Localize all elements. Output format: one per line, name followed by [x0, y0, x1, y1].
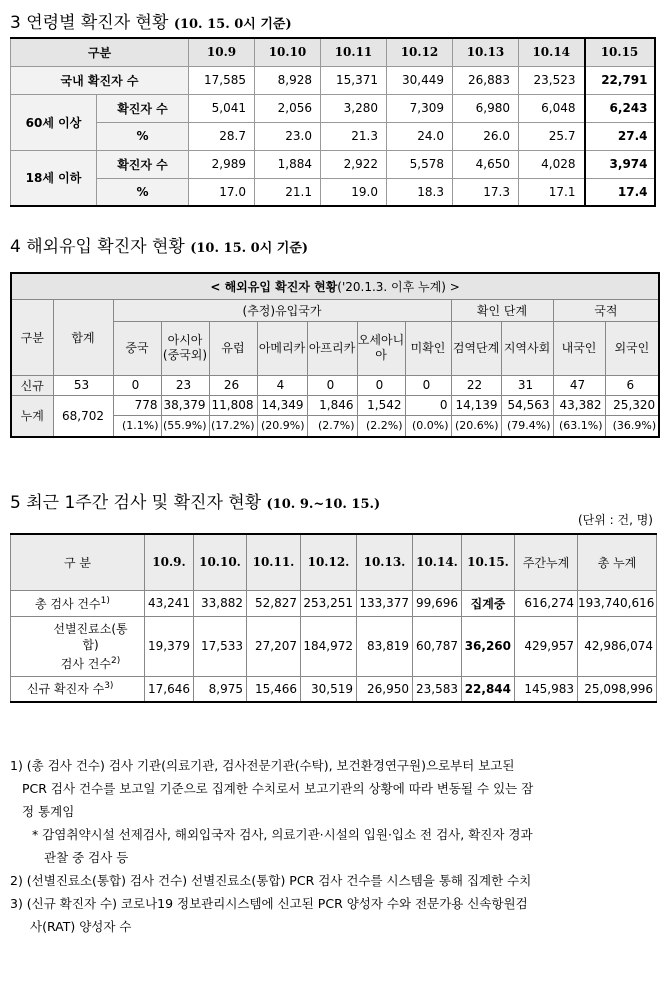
footnote-1-star-cont: 관찰 중 검사 등	[44, 850, 129, 865]
table-title: < 해외유입 확진자 현황('20.1.3. 이후 누계) >	[11, 273, 659, 299]
table-cell: 7,309	[387, 94, 453, 122]
section3-subtitle: (10. 15. 0시 기준)	[173, 17, 292, 32]
table-row	[11, 122, 655, 150]
section5-subtitle: (10. 9.~10. 15.)	[266, 497, 381, 512]
table-cell: 26,883	[453, 66, 519, 94]
row-label: %	[97, 178, 189, 206]
table-cell: 11,808	[209, 395, 257, 415]
table-cell: 22	[451, 375, 501, 395]
header-cell: 중국	[113, 321, 161, 375]
table-cell: 54,563	[501, 395, 553, 415]
table-row	[11, 616, 657, 676]
table-cell: 42,986,074	[578, 616, 657, 676]
group-header-row	[11, 299, 659, 321]
table-cell: 23,523	[519, 66, 585, 94]
table-cell: 3,974	[585, 150, 655, 178]
table-cell: 17,533	[194, 616, 247, 676]
table-cell: 27,207	[247, 616, 301, 676]
header-cell: 아프리카	[307, 321, 357, 375]
unit-label: (단위 : 건, 명)	[577, 513, 653, 527]
table-cell: 6,048	[519, 94, 585, 122]
row-label: 국내 확진자 수	[11, 66, 189, 94]
header-cell: 내국인	[553, 321, 605, 375]
footnote-1-star: * 감염취약시설 선제검사, 해외입국자 검사, 의료기관·시설의 입원·입소 전 검사, 확진자 경과	[32, 827, 533, 842]
header-cell: 10.15	[585, 38, 655, 66]
table-cell: 8,928	[255, 66, 321, 94]
table-cell: 19.0	[321, 178, 387, 206]
footnote-1-cont: PCR 검사 건수를 보고일 기준으로 집계한 수치로서 보고기관의 상황에 따라 변동될 수 있는 잠	[22, 781, 534, 796]
table-cell: 43,382	[553, 395, 605, 415]
table-cell: 2,922	[321, 150, 387, 178]
row-label: %	[97, 122, 189, 150]
row-label: 누계	[11, 395, 53, 437]
table-row	[11, 375, 659, 395]
table-cell: 133,377	[357, 590, 413, 616]
table-header-row	[11, 534, 657, 590]
table-cell: 778	[113, 395, 161, 415]
table-cell: (20.6%)	[451, 415, 501, 437]
row-label: 총 검사 건수$^{1)}$	[11, 590, 145, 616]
table-cell: 4,650	[453, 150, 519, 178]
table-cell: 14,349	[257, 395, 307, 415]
table-cell: 60,787	[413, 616, 462, 676]
header-cell: 지역사회	[501, 321, 553, 375]
table-cell: 52,827	[247, 590, 301, 616]
table-cell: 68,702	[53, 395, 113, 437]
table-row	[11, 94, 655, 122]
header-cell: 미확인	[405, 321, 451, 375]
section4-subtitle: (10. 15. 0시 기준)	[190, 241, 309, 256]
table-row	[11, 66, 655, 94]
table-cell: 43,241	[145, 590, 194, 616]
table-cell: 17,646	[145, 676, 194, 702]
table-cell: 30,449	[387, 66, 453, 94]
footnote-1: 1) (총 검사 건수) 검사 기관(의료기관, 검사전문기관(수탁), 보건환경연구원)으로부터 보고된	[10, 758, 515, 773]
table-cell: 3,280	[321, 94, 387, 122]
table-cell: 0	[357, 375, 405, 395]
header-cell: 10.12.	[301, 534, 357, 590]
header-cell: 10.12	[387, 38, 453, 66]
header-cell: 10.14	[519, 38, 585, 66]
table-cell: 2,056	[255, 94, 321, 122]
table-cell: 33,882	[194, 590, 247, 616]
table-cell: 99,696	[413, 590, 462, 616]
header-cell: 외국인	[605, 321, 659, 375]
table-cell: 17.1	[519, 178, 585, 206]
table-cell: (55.9%)	[161, 415, 209, 437]
header-cell: 아시아(중국외)	[161, 321, 209, 375]
table-cell: (2.7%)	[307, 415, 357, 437]
table-cell: (36.9%)	[605, 415, 659, 437]
table-cell: 38,379	[161, 395, 209, 415]
table-cell: 253,251	[301, 590, 357, 616]
table-cell: 24.0	[387, 122, 453, 150]
table-cell: 25,098,996	[578, 676, 657, 702]
row-label: 신규 확진자 수$^{3)}$	[11, 676, 145, 702]
table-cell: (79.4%)	[501, 415, 553, 437]
table-cell: 26,950	[357, 676, 413, 702]
table-cell: 0	[405, 395, 451, 415]
table-cell: 145,983	[515, 676, 578, 702]
row-label: 확진자 수	[97, 150, 189, 178]
header-cell: 주간누계	[515, 534, 578, 590]
row-group-label: 60세 이상	[11, 94, 97, 150]
table-cell: 4,028	[519, 150, 585, 178]
table-cell: 23	[161, 375, 209, 395]
table-title-row	[11, 273, 659, 299]
table-cell: 4	[257, 375, 307, 395]
footnote-3-cont: 사(RAT) 양성자 수	[30, 919, 132, 934]
table-cell: 26.0	[453, 122, 519, 150]
row-label: 선별진료소(통 합) 검사 건수$^{2)}$	[11, 616, 145, 676]
table-cell: (20.9%)	[257, 415, 307, 437]
table-cell: 26	[209, 375, 257, 395]
footnote-3: 3) (신규 확진자 수) 코로나19 정보관리시스템에 신고된 PCR 양성자 수와 전문가용 신속항원검	[10, 896, 528, 911]
table-cell: 193,740,616	[578, 590, 657, 616]
table-cell: 47	[553, 375, 605, 395]
table-cell: 83,819	[357, 616, 413, 676]
table-cell: 6,243	[585, 94, 655, 122]
table-cell: 19,379	[145, 616, 194, 676]
header-cell: 유럽	[209, 321, 257, 375]
table-cell: 6	[605, 375, 659, 395]
header-cell: 합계	[53, 299, 113, 375]
table-cell: 27.4	[585, 122, 655, 150]
table-cell: (2.2%)	[357, 415, 405, 437]
header-cell: 10.10	[255, 38, 321, 66]
table-cell: 23,583	[413, 676, 462, 702]
header-cell: 10.14.	[413, 534, 462, 590]
table-cell: (1.1%)	[113, 415, 161, 437]
table-cell: 14,139	[451, 395, 501, 415]
table-cell: 22,844	[462, 676, 515, 702]
table-cell: 1,542	[357, 395, 405, 415]
overseas-inflow-table	[10, 272, 660, 438]
table-cell: 17,585	[189, 66, 255, 94]
table-cell: 1,846	[307, 395, 357, 415]
row-group-label: 18세 이하	[11, 150, 97, 206]
header-cell: 총 누계	[578, 534, 657, 590]
table-cell: 6,980	[453, 94, 519, 122]
footnotes	[10, 754, 658, 938]
table-cell: 28.7	[189, 122, 255, 150]
header-cell: 10.13	[453, 38, 519, 66]
table-header-row	[11, 38, 655, 66]
table-cell: 집계중	[462, 590, 515, 616]
table-cell: (63.1%)	[553, 415, 605, 437]
table-row	[11, 590, 657, 616]
weekly-test-table	[10, 533, 657, 703]
table-cell: 18.3	[387, 178, 453, 206]
table-cell: 31	[501, 375, 553, 395]
table-cell: 21.3	[321, 122, 387, 150]
table-row	[11, 150, 655, 178]
footnote-1-cont: 정 통계임	[22, 804, 75, 819]
table-cell: 5,041	[189, 94, 255, 122]
table-cell: 17.3	[453, 178, 519, 206]
table-cell: 22,791	[585, 66, 655, 94]
table-cell: 0	[113, 375, 161, 395]
group-header: (추정)유입국가	[113, 299, 451, 321]
table-cell: 15,371	[321, 66, 387, 94]
age-confirmed-table	[10, 37, 656, 207]
table-cell: 21.1	[255, 178, 321, 206]
header-cell: 10.10.	[194, 534, 247, 590]
table-cell: 30,519	[301, 676, 357, 702]
table-cell: 1,884	[255, 150, 321, 178]
table-cell: 429,957	[515, 616, 578, 676]
section5-title: 5 최근 1주간 검사 및 확진자 현황 (10. 9.~10. 15.)	[10, 493, 381, 513]
table-cell: 0	[405, 375, 451, 395]
table-cell: 36,260	[462, 616, 515, 676]
group-header: 확인 단계	[451, 299, 553, 321]
section3-title: 3 연령별 확진자 현황 (10. 15. 0시 기준)	[10, 13, 292, 33]
table-cell: (0.0%)	[405, 415, 451, 437]
table-row	[11, 178, 655, 206]
table-cell: 8,975	[194, 676, 247, 702]
table-cell: 5,578	[387, 150, 453, 178]
header-cell: 10.15.	[462, 534, 515, 590]
table-cell: 616,274	[515, 590, 578, 616]
header-cell: 구분	[11, 38, 189, 66]
table-cell: 53	[53, 375, 113, 395]
header-cell: 10.11.	[247, 534, 301, 590]
header-cell: 10.9.	[145, 534, 194, 590]
table-cell: 15,466	[247, 676, 301, 702]
row-label: 신규	[11, 375, 53, 395]
header-cell: 10.13.	[357, 534, 413, 590]
table-cell: 23.0	[255, 122, 321, 150]
header-cell: 10.9	[189, 38, 255, 66]
row-label: 확진자 수	[97, 94, 189, 122]
table-cell: 184,972	[301, 616, 357, 676]
header-cell: 10.11	[321, 38, 387, 66]
header-cell: 구분	[11, 299, 53, 375]
table-cell: 0	[307, 375, 357, 395]
table-cell: 17.4	[585, 178, 655, 206]
header-cell: 아메리카	[257, 321, 307, 375]
section4-title: 4 해외유입 확진자 현황 (10. 15. 0시 기준)	[10, 237, 309, 257]
table-cell: 25.7	[519, 122, 585, 150]
table-cell: 2,989	[189, 150, 255, 178]
table-cell: (17.2%)	[209, 415, 257, 437]
footnote-2: 2) (선별진료소(통합) 검사 건수) 선별진료소(통합) PCR 검사 건수를 시스템을 통해 집계한 수치	[10, 873, 532, 888]
group-header: 국적	[553, 299, 659, 321]
table-cell: 17.0	[189, 178, 255, 206]
table-row	[11, 395, 659, 415]
header-cell: 오세아니아	[357, 321, 405, 375]
header-cell: 구 분	[11, 534, 145, 590]
table-cell: 25,320	[605, 395, 659, 415]
header-cell: 검역단계	[451, 321, 501, 375]
table-row	[11, 676, 657, 702]
